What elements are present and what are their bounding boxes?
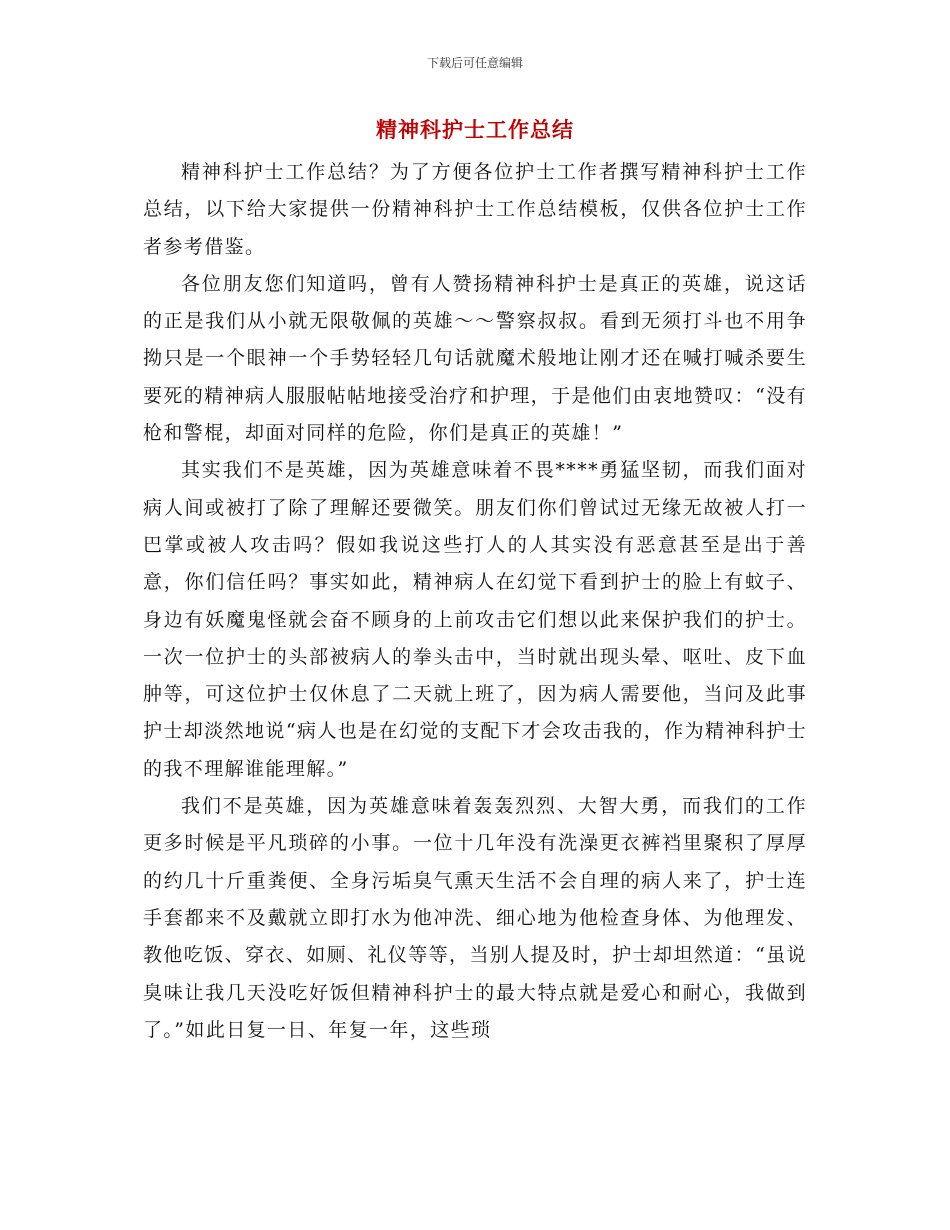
header-note: 下载后可任意编辑 <box>426 56 523 70</box>
document-body <box>143 154 807 1049</box>
paragraph-hero-praise: 各位朋友您们知道吗，曾有人赞扬精神科护士是真正的英雄，说这话的正是我们从小就无限敬佩的英雄～～警察叔叔。看到无须打斗也不用争拗只是一个眼神一个手势轻轻几句话就魔术般地让刚才还在喊打喊杀要生要死的精神病人服服帖帖地接受治疗和护理，于是他们由衷地赞叹：“没有枪和警棍，却面对同样的危险，你们是真正的英雄！” <box>143 272 807 445</box>
document-title: 精神科护士工作总结 <box>376 117 574 142</box>
paragraph-not-heroes-ordinary-work: 我们不是英雄，因为英雄意味着轰轰烈烈、大智大勇，而我们的工作更多时候是平凡琐碎的小事。一位十几年没有洗澡更衣裤裆里聚积了厚厚的约几十斤重粪便、全身污垢臭气熏天生活不会自理的病人来了，护士连手套都来不及戴就立即打水为他冲洗、细心地为他检查身体、为他理发、教他吃饭、穿衣、如厕、礼仪等等，当别人提及时，护士却坦然道：“虽说臭味让我几天没吃好饭但精神科护士的最大特点就是爱心和耐心，我做到了。”如此日复一日、年复一年，这些琐 <box>143 795 807 1041</box>
paragraph-intro: 精神科护士工作总结？为了方便各位护士工作者撰写精神科护士工作总结，以下给大家提供一份精神科护士工作总结模板，仅供各位护士工作者参考借鉴。 <box>143 161 807 258</box>
paragraph-not-heroes-understanding: 其实我们不是英雄，因为英雄意味着不畏****勇猛坚韧，而我们面对病人间或被打了除了理解还要微笑。朋友们你们曾试过无缘无故被人打一巴掌或被人攻击吗？假如我说这些打人的人其实没有恶意甚至是出于善意，你们信任吗？事实如此，精神病人在幻觉下看到护士的脸上有蚊子、身边有妖魔鬼怪就会奋不顾身的上前攻击它们想以此来保护我们的护士。一次一位护士的头部被病人的拳头击中，当时就出现头晕、呕吐、皮下血肿等，可这位护士仅休息了二天就上班了，因为病人需要他，当问及此事护士却淡然地说“病人也是在幻觉的支配下才会攻击我的，作为精神科护士的我不理解谁能理解。” <box>143 459 807 780</box>
